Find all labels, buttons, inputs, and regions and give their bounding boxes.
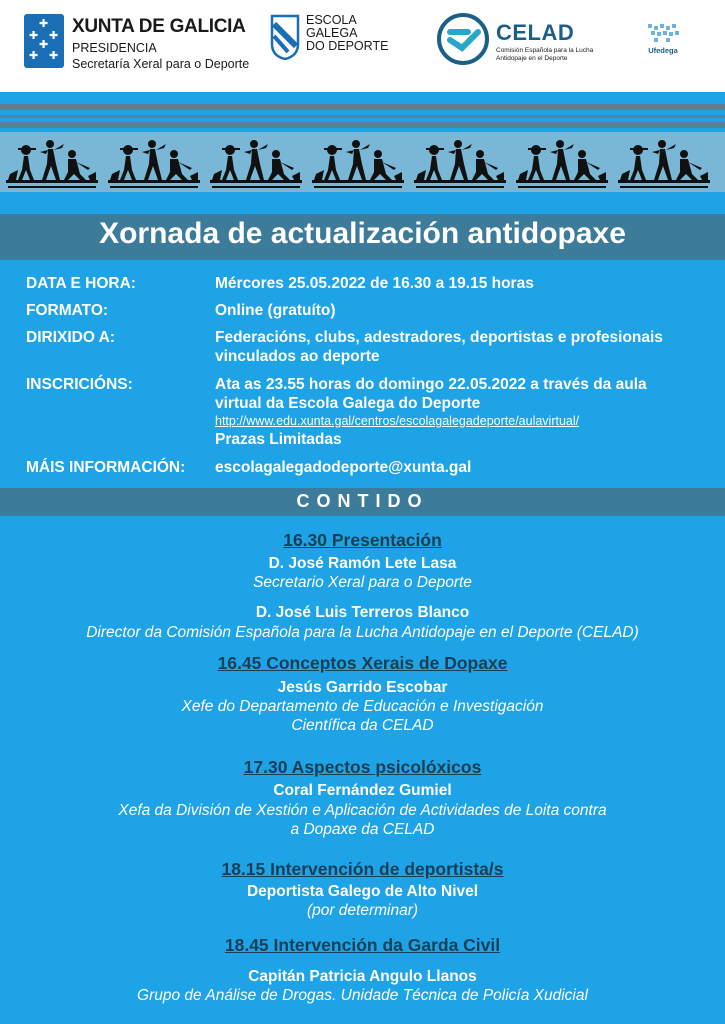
audience-label: DIRIXIDO A: [26, 329, 115, 346]
session-time-heading: 16.30 Presentación [283, 530, 442, 550]
format-label: FORMATO: [26, 302, 109, 319]
speaker-name: D. José Luis Terreros Blanco [255, 604, 470, 621]
session-time-heading: 17.30 Aspectos psicolóxicos [243, 757, 482, 777]
ufedega-logo [640, 22, 686, 62]
header [0, 0, 725, 92]
speaker-role: Grupo de Análise de Drogas. Unidade Técnica de Policía Xudicial [137, 987, 588, 1004]
contido-heading: CONTIDO [296, 491, 429, 511]
speaker-name: Coral Fernández Gumiel [273, 782, 452, 799]
celad-circle-icon [436, 12, 490, 66]
session-time-heading: 16.45 Conceptos Xerais de Dopaxe [217, 653, 508, 673]
registration-label: INSCRICIÓNS: [26, 376, 133, 393]
xunta-secretariat: Secretaría Xeral para o Deporte [72, 57, 250, 71]
escola-galega-shield-icon [270, 14, 300, 60]
stripe-top [0, 104, 725, 110]
xunta-shield-icon: ✚ ✚ ✚ ✚ ✚ ✚ [24, 14, 64, 68]
celad-name: CELAD [496, 20, 575, 45]
more-info-label: MÁIS INFORMACIÓN: [26, 459, 186, 476]
registration-value-line2: virtual da Escola Galega do Deporte [215, 395, 481, 412]
date-value: Mércores 25.05.2022 de 16.30 a 19.15 horas [215, 275, 534, 292]
audience-value-line1: Federacións, clubs, adestradores, deportistas e profesionais [215, 329, 663, 346]
page-title: Xornada de actualización antidopaxe [99, 217, 626, 250]
speaker-name: Deportista Galego de Alto Nivel [246, 883, 479, 900]
registration-note: Prazas Limitadas [215, 431, 342, 448]
banner-bottom-band [0, 192, 725, 206]
speaker-role: (por determinar) [306, 902, 419, 919]
speaker-name: Capitán Patricia Angulo Llanos [248, 968, 477, 985]
session-time-heading: 18.45 Intervención da Garda Civil [224, 935, 501, 955]
speaker-role: Científica da CELAD [291, 717, 434, 734]
escola-galega-name: ESCOLA GALEGA DO DEPORTE [306, 13, 389, 53]
speaker-role: a Dopaxe da CELAD [290, 821, 435, 838]
session-time-heading: 18.15 Intervención de deportista/s [221, 859, 504, 879]
aula-virtual-link[interactable]: http://www.edu.xunta.gal/centros/escolagalegadeporte/aulavirtual/ [215, 414, 580, 428]
athletes-silhouette-icon [0, 132, 725, 192]
audience-value-line2: vinculados ao deporte [215, 348, 380, 365]
stripe-middle [0, 115, 725, 118]
format-value: Online (gratuíto) [215, 302, 336, 319]
speaker-role: Secretario Xeral para o Deporte [253, 574, 472, 591]
registration-value-line1: Ata as 23.55 horas do domingo 22.05.2022 a través da aula [215, 376, 647, 393]
speaker-name: Jesús Garrido Escobar [277, 679, 448, 696]
athlete-silhouette-banner [0, 132, 725, 192]
xunta-department: PRESIDENCIA [72, 41, 157, 55]
speaker-role: Director da Comisión Española para la Lucha Antidopaje en el Deporte (CELAD) [86, 624, 639, 641]
xunta-name: XUNTA DE GALICIA [72, 16, 246, 37]
ufedega-name: Ufedega [648, 46, 678, 55]
speaker-role: Xefe do Departamento de Educación e Investigación [181, 698, 544, 715]
stripe-bottom [0, 122, 725, 128]
date-label: DATA E HORA: [26, 275, 136, 292]
speaker-name: D. José Ramón Lete Lasa [268, 555, 457, 572]
celad-fullname: Comisión Española para la Lucha Antidopaje en el Deporte [496, 47, 594, 62]
speaker-role: Xefa da División de Xestión e Aplicación de Actividades de Loita contra [118, 802, 607, 819]
more-info-email[interactable]: escolagalegadodeporte@xunta.gal [215, 459, 472, 476]
